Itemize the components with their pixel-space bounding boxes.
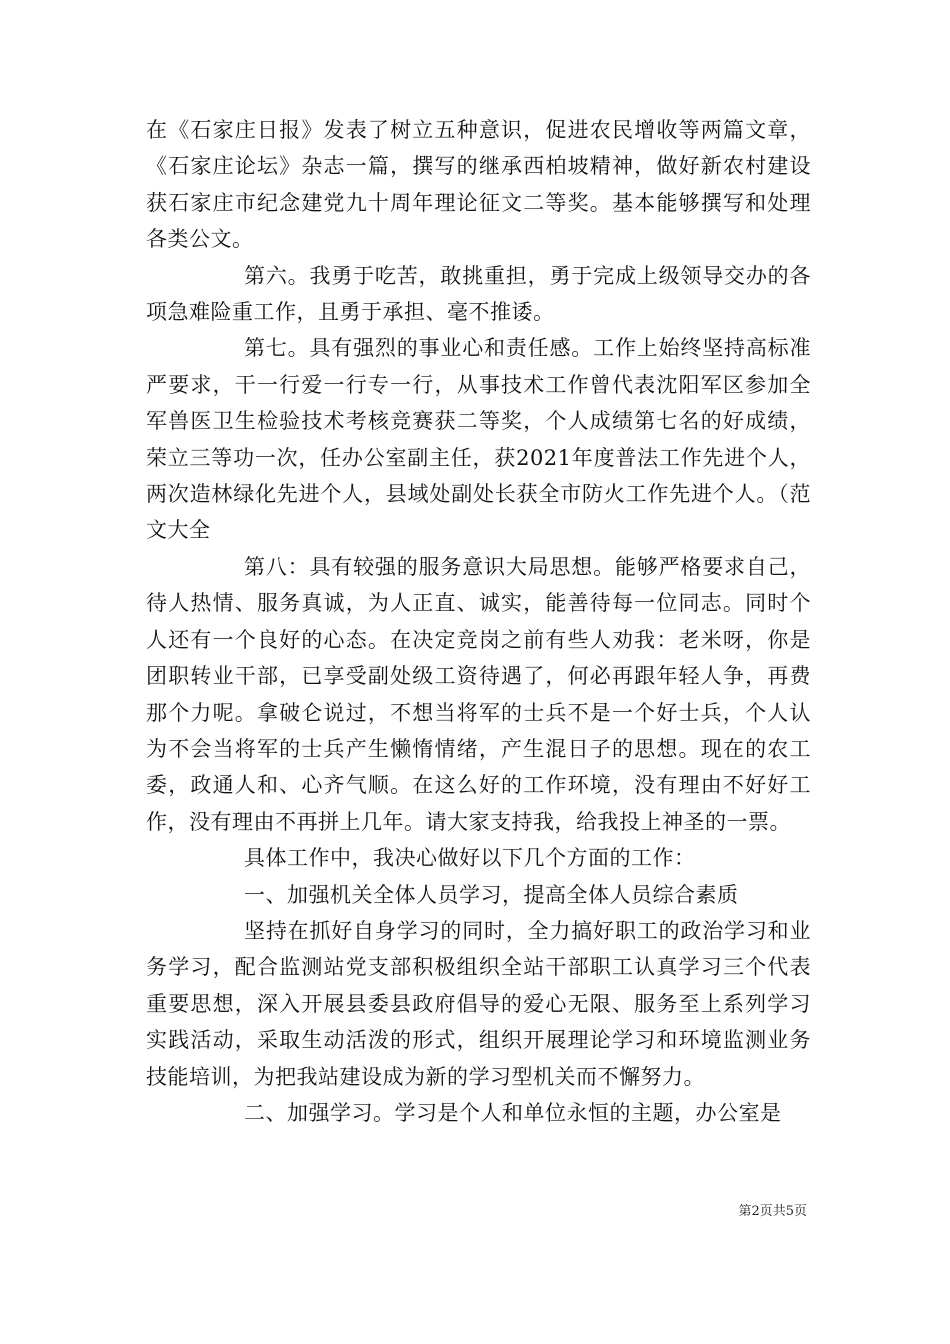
paragraph-eighth-point: 第八：具有较强的服务意识大局思想。能够严格要求自己，待人热情、服务真诚，为人正直、诚实，能善待每一位同志。同时个人还有一个良好的心态。在决定竞岗之前有些人劝我：老米呀，你是团职转业干部，已享受副处级工资待遇了，何必再跟年轻人争，再费那个力呢。拿破仑说过，不想当将军的士兵不是一个好士兵，个人认为不会当将军的士兵产生懒惰情绪，产生混日子的思想。现在的农工委，政通人和、心齐气顺。在这么好的工作环境，没有理由不好好工作，没有理由不再拼上几年。请大家支持我，给我投上神圣的一票。 [146,554,811,834]
paragraph-section-one-body: 坚持在抓好自身学习的同时，全力搞好职工的政治学习和业务学习，配合监测站党支部积极组织全站干部职工认真学习三个代表重要思想，深入开展县委县政府倡导的爱心无限、服务至上系列学习实践活动，采取生动活泼的形式，组织开展理论学习和环境监测业务技能培训，为把我站建设成为新的学习型机关而不懈努力。 [146,918,811,1089]
page-number-footer: 第2页共5页 [738,1204,807,1219]
paragraph-publications: 在《石家庄日报》发表了树立五种意识，促进农民增收等两篇文章，《石家庄论坛》杂志一篇，撰写的继承西柏坡精神，做好新农村建设获石家庄市纪念建党九十周年理论征文二等奖。基本能够撰写和处理各类公文。 [146,118,811,252]
paragraph-seventh-point: 第七。具有强烈的事业心和责任感。工作上始终坚持高标准严要求，干一行爱一行专一行，从事技术工作曾代表沈阳军区参加全军兽医卫生检验技术考核竞赛获二等奖，个人成绩第七名的好成绩，荣立三等功一次，任办公室副主任，获2021年度普法工作先进个人，两次造林绿化先进个人，县域处副处长获全市防火工作先进个人。（范文大全 [146,336,811,543]
heading-section-one: 一、加强机关全体人员学习，提高全体人员综合素质 [244,882,739,907]
heading-section-two: 二、加强学习。学习是个人和单位永恒的主题，办公室是 [244,1100,782,1125]
paragraph-sixth-point: 第六。我勇于吃苦，敢挑重担，勇于完成上级领导交办的各项急难险重工作，且勇于承担、毫不推诿。 [146,263,811,325]
paragraph-work-intro: 具体工作中，我决心做好以下几个方面的工作： [244,846,696,871]
document-body [146,112,811,1131]
